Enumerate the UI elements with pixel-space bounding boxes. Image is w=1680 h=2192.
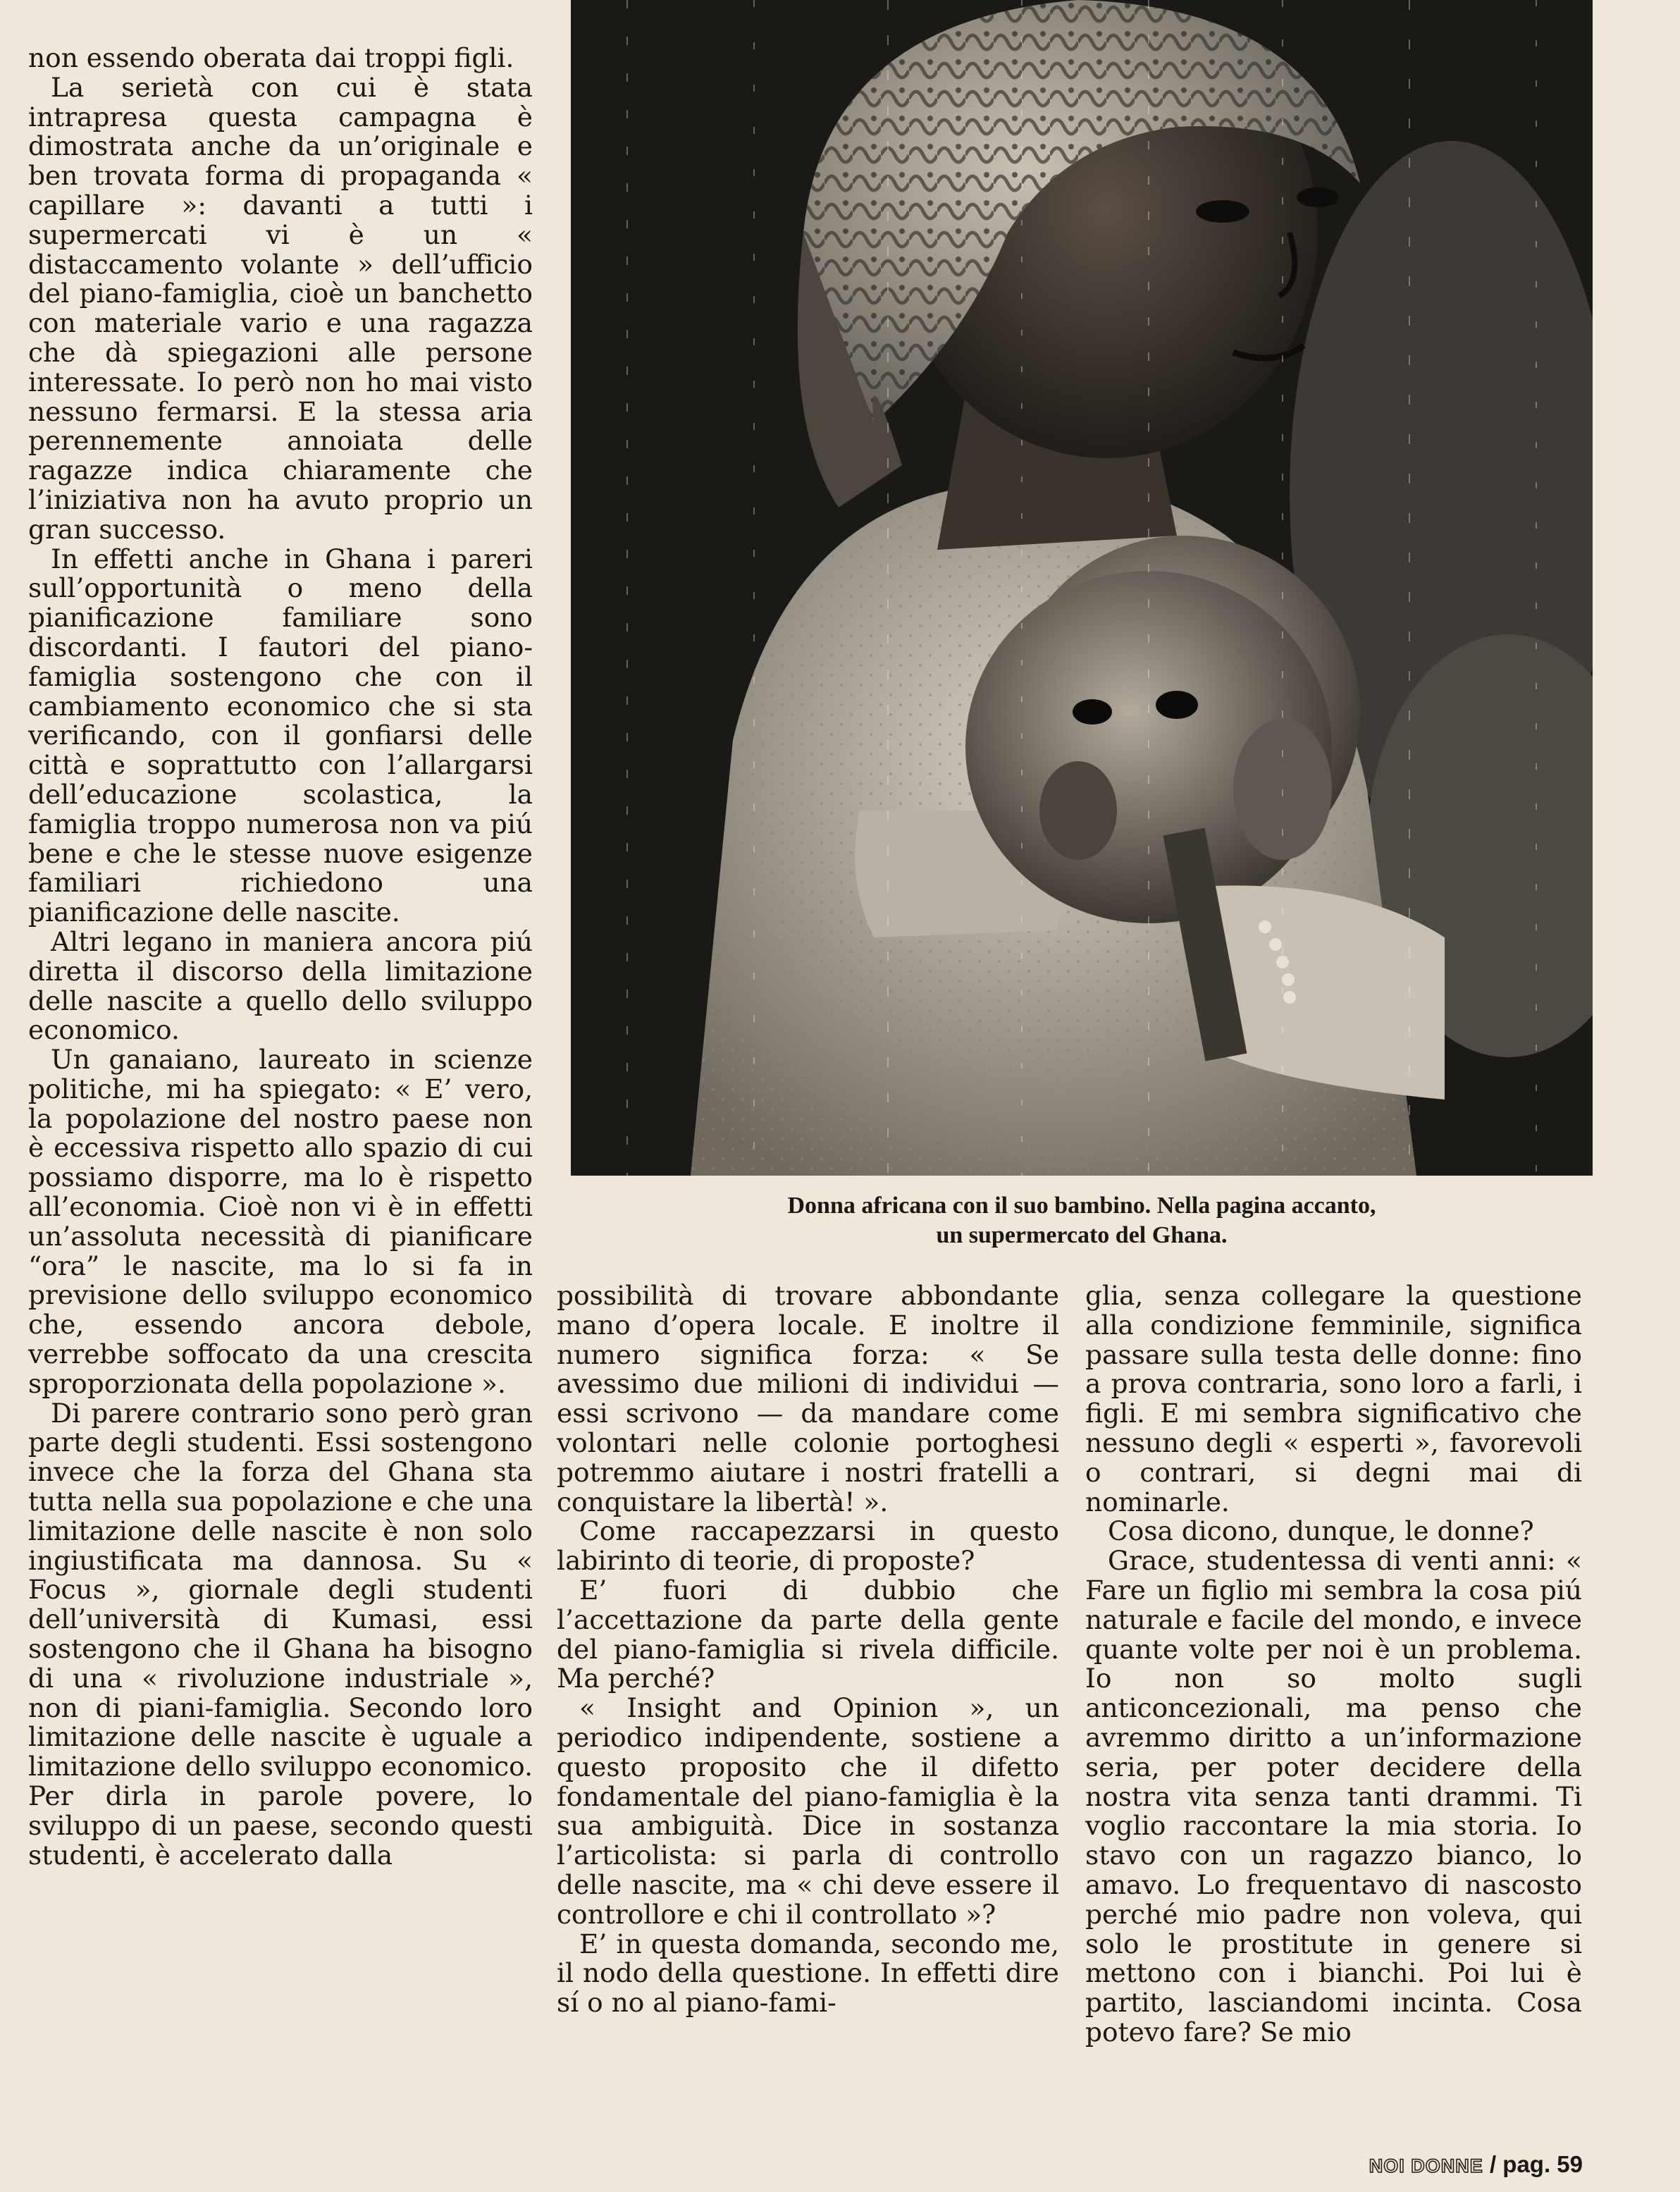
paragraph: Cosa dicono, dunque, le donne? [1108, 1515, 1534, 1547]
article-column-left [28, 44, 533, 1870]
caption-line: un supermercato del Ghana. [936, 1222, 1228, 1248]
article-column-middle [557, 1281, 1059, 2018]
paragraph: E’ in questa domanda, secondo me, il nodo della questione. In effetti dire sí o no al piano-fami- [557, 1928, 1059, 2019]
photo-mother-and-child [571, 0, 1593, 1176]
magazine-logo: NOI DONNE [1369, 2155, 1483, 2176]
paragraph: In effetti anche in Ghana i pareri sull’opportunità o meno della pianificazione familiare sono discordanti. I fautori del piano-famiglia sostengono che con il cambiamento economico che si sta verificando, con il gonfiarsi delle città e soprattutto con l’allargarsi dell’educazione scolastica, la famiglia troppo numerosa non va piú bene e che le stesse nuove esigenze familiari richiedono una pianificazione delle nascite. [28, 543, 533, 928]
paragraph: non essendo oberata dai troppi figli. [28, 42, 514, 73]
paragraph: Altri legano in maniera ancora piú diretta il discorso della limitazione delle nascite a quello dello sviluppo economico. [28, 925, 533, 1046]
page-number: pag. 59 [1502, 2151, 1583, 2177]
photo-illustration [571, 0, 1593, 1176]
paragraph: possibilità di trovare abbondante mano d’opera locale. E inoltre il numero significa forza: « Se avessimo due milioni di individui — essi scrivono — da mandare come volontari nelle colonie portoghesi potremmo aiutare i nostri fratelli a conquistare la libertà! ». [557, 1280, 1059, 1517]
paragraph: E’ fuori di dubbio che l’accettazione da parte della gente del piano-famiglia si rivela difficile. Ma perché? [557, 1574, 1059, 1694]
caption-line: Donna africana con il suo bambino. Nella pagina accanto, [787, 1193, 1376, 1219]
photo-caption [571, 1191, 1593, 1250]
paragraph: Di parere contrario sono però gran parte degli studenti. Essi sostengono invece che la forza del Ghana sta tutta nella sua popolazione e che una limitazione delle nascite è non solo ingiustificata ma dannosa. Su « Focus », giornale degli studenti dell’università di Kumasi, essi sostengono che il Ghana ha bisogno di una « rivoluzione industriale », non di piani-famiglia. Secondo loro limitazione delle nascite è uguale a limitazione dello sviluppo economico. Per dirla in parole povere, lo sviluppo di un paese, secondo questi studenti, è accelerato dalla [28, 1397, 533, 1871]
paragraph: Un ganaiano, laureato in scienze politiche, mi ha spiegato: « E’ vero, la popolazione del nostro paese non è eccessiva rispetto allo spazio di cui possiamo disporre, ma lo è rispetto all’economia. Cioè non vi è in effetti un’assoluta necessità di pianificare “ora” le nascite, ma lo si fa in previsione dello sviluppo economico che, essendo ancora debole, verrebbe soffocato da una crescita sproporzionata della popolazione ». [28, 1044, 533, 1399]
paragraph: La serietà con cui è stata intrapresa questa campagna è dimostrata anche da un’originale e ben trovata forma di propaganda « capillare »: davanti a tutti i supermercati vi è un « distaccamento volante » dell’ufficio del piano-famiglia, cioè un banchetto con materiale vario e una ragazza che dà spiegazioni alle persone interessate. Io però non ho mai visto nessuno fermarsi. E la stessa aria perennemente annoiata delle ragazze indica chiaramente che l’iniziativa non ha avuto proprio un gran successo. [28, 71, 533, 545]
paragraph: glia, senza collegare la questione alla condizione femminile, significa passare sulla testa delle donne: fino a prova contraria, sono loro a farli, i figli. E mi sembra significativo che nessuno degli « esperti », favorevoli o contrari, si degni mai di nominarle. [1085, 1280, 1582, 1517]
paragraph: Grace, studentessa di venti anni: « Fare un figlio mi sembra la cosa piú naturale e facile del mondo, e invece quante volte per noi è un problema. Io non so molto sugli anticoncezionali, ma penso che avremmo diritto a un’informazione seria, per poter decidere della nostra vita senza tanti drammi. Ti voglio raccontare la mia storia. Io stavo con un ragazzo bianco, lo amavo. Lo frequentavo di nascosto perché mio padre non voleva, qui solo le prostitute in genere si mettono con i bianchi. Poi lui è partito, lasciandomi incinta. Cosa potevo fare? Se mio [1085, 1545, 1582, 2048]
footer-separator: / [1489, 2151, 1497, 2177]
paragraph: Come raccapezzarsi in questo labirinto di teorie, di proposte? [557, 1515, 1059, 1577]
page-footer [1369, 2151, 1583, 2178]
paragraph: « Insight and Opinion », un periodico indipendente, sostiene a questo proposito che il difetto fondamentale del piano-famiglia è la sua ambiguità. Dice in sostanza l’articolista: si parla di controllo delle nascite, ma « chi deve essere il controllore e chi il controllato »? [557, 1692, 1059, 1930]
article-column-right [1085, 1281, 1582, 2048]
